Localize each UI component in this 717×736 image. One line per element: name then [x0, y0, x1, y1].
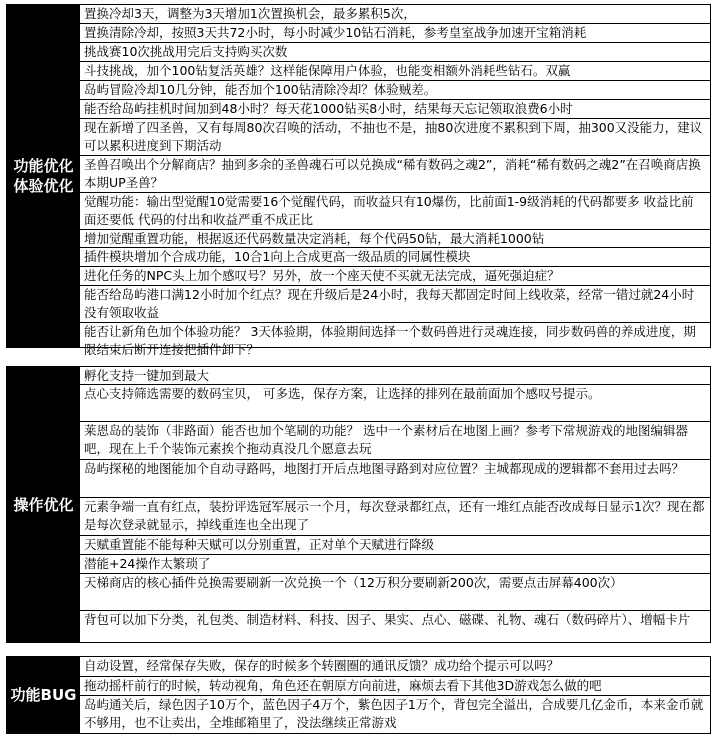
table-row: 点心支持筛选需要的数码宝贝， 可多选，保存方案，让选择的排列在最前面加个感叹号提示。: [80, 384, 710, 421]
table-row: 孵化支持一键加到最大: [84, 368, 210, 383]
table-row: 能否让新角色加个体验功能？ 3天体验期，体验期间选择一个数码兽进行灵魂连接，同步数码兽的养成进度，期限结束后断开连接把插件卸下？: [80, 322, 710, 359]
table-row: 拖动摇杆前行的时候，转动视角，角色还在朝原方向前进，麻烦去看下其他3D游戏怎么做的吧: [80, 676, 710, 695]
table-row: 进化任务的NPC头上加个感叹号？另外，放一个座天使不买就无法完成，逼死强迫症？: [80, 266, 710, 285]
table-row: 岛屿冒险冷却10几分钟，能否加个100钻清除冷却？体验贼差。: [80, 80, 710, 99]
table-row: 潜能+24操作太繁琐了: [80, 554, 710, 573]
section-label: [7, 5, 80, 347]
table-row: 天赋重置能不能每种天赋可以分别重置，正对单个天赋进行降级: [80, 535, 710, 554]
table-row: 岛屿通关后，绿色因子10万个，蓝色因子4万个，紫色因子1万个，背包完全溢出，合成要几亿金币，本来金币就不够用，也不让卖出，全堆邮箱里了，没法继续正常游戏: [80, 695, 710, 733]
row-list: [80, 367, 710, 642]
section-label-text: 操作优化: [13, 495, 74, 514]
table-row: 觉醒功能：输出型觉醒10觉需要16个觉醒代码，而收益只有10爆伤，比前面1-9级消耗的代码都要多 收益比前面还要低 代码的付出和收益严重不成正比: [80, 192, 710, 229]
table-row: 挑战赛10次挑战用完后支持购买次数: [80, 42, 710, 61]
table-row: 置换冷却3天，调整为3天增加1次置换机会，最多累积5次，: [84, 6, 416, 21]
row-list: [80, 657, 710, 733]
table-row: 元素争端一直有红点，装扮评选冠军展示一个月，每次登录都红点，还有一堆红点能否改成每日显示1次？现在都是每次登录就显示，掉线重连也全出现了: [80, 497, 710, 535]
table-row: 能否给岛屿挂机时间加到48小时？每天花1000钻买8小时，结果每天忘记领取浪费6小时: [80, 99, 710, 118]
table-row: 插件模块增加个合成功能，10合1向上合成更高一级品质的同属性模块: [80, 247, 710, 266]
table-row: 能否给岛屿港口满12小时加个红点？现在升级后是24小时，我每天都固定时间上线收菜，经常一错过就24小时没有领取收益: [80, 285, 710, 322]
section-operation-optimization: [6, 366, 711, 643]
section-label: [7, 657, 80, 733]
table-row: 天梯商店的核心插件兑换需要刷新一次兑换一个（12万积分要刷新200次，需要点击屏幕400次）: [80, 573, 710, 610]
table-row: 增加觉醒重置功能，根据返还代码数量决定消耗，每个代码50钻，最大消耗1000钻: [80, 229, 710, 247]
table-row: 现在新增了四圣兽，又有每周80次召唤的活动，不抽也不是，抽80次进度不累积到下周，抽300又没能力，建议可以累积进度到下期活动: [80, 118, 710, 155]
table-row: 圣兽召唤出个分解商店？抽到多余的圣兽魂石可以兑换成“稀有数码之魂2”，消耗“稀有数码之魂2”在召唤商店换本期UP圣兽？: [80, 155, 710, 192]
section-label-text: 功能BUG: [10, 686, 77, 704]
row-list: [80, 5, 710, 357]
table-row: 背包可以加下分类，礼包类、制造材料、科技、因子、果实、点心、磁碟、礼物、魂石（数码碎片）、增幅卡片: [80, 610, 710, 642]
table-row: 斗技挑战，加个100钻复活英雄？这样能保障用户体验，也能变相额外消耗些钻石。双赢: [80, 61, 710, 80]
table-row: 自动设置，经常保存失败，保存的时候多个转圈圈的通讯反馈？成功给个提示可以吗？: [84, 658, 560, 673]
section-function-bug: [6, 656, 711, 734]
table-row: 岛屿探秘的地图能加个自动寻路吗，地图打开后点地图寻路到对应位置？主城都现成的逻辑都不套用过去吗？: [80, 459, 710, 497]
section-label-text: 功能优化 体验优化: [13, 157, 74, 195]
section-label: [7, 367, 80, 642]
table-row: 莱恩岛的装饰（非路面）能否也加个笔刷的功能？ 选中一个素材后在地图上画？参考下常规游戏的地图编辑器吧，现在上千个装饰元素挨个拖动真没几个愿意去玩: [80, 421, 710, 459]
section-function-optimization: [6, 4, 711, 357]
table-row: 置换清除冷却，按照3天共72小时，每小时减少10钻石消耗，参考皇室战争加速开宝箱消耗: [80, 23, 710, 42]
